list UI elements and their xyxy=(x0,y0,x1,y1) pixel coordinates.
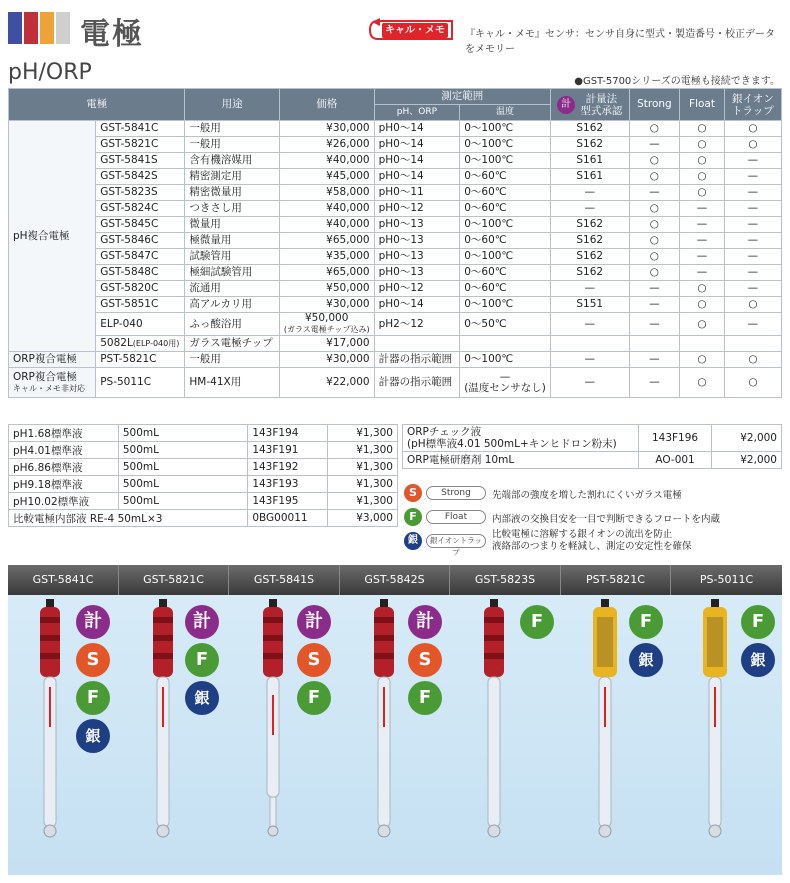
cell-silver: — xyxy=(724,169,781,185)
cell-strong: — xyxy=(629,297,680,313)
silver-badge: 銀 xyxy=(629,643,663,677)
cell-model: GST-5848C xyxy=(96,265,185,281)
cell-model: GST-5841S xyxy=(96,153,185,169)
float-badge: F xyxy=(76,681,110,715)
product-gallery xyxy=(8,565,782,875)
cell-strong: — xyxy=(629,368,680,398)
cell-meas: — xyxy=(550,313,629,336)
cell-silver: — xyxy=(724,281,781,297)
cell-price: ¥45,000 xyxy=(279,169,374,185)
cell-float: ○ xyxy=(680,137,725,153)
cell-float: ○ xyxy=(680,121,725,137)
sol-name: pH10.02標準液 xyxy=(9,493,119,510)
table-row-orp1 xyxy=(9,352,782,368)
cell-ph: pH0～13 xyxy=(374,265,460,281)
cell-float: ○ xyxy=(680,185,725,201)
temp-note: (温度センサなし) xyxy=(464,381,546,394)
table-row xyxy=(9,153,782,169)
cell-temp: 0～100℃ xyxy=(460,297,551,313)
cell-empty xyxy=(680,336,725,352)
model-value: 5082L xyxy=(100,337,133,349)
sol-price: ¥1,300 xyxy=(328,493,398,510)
cal-memo-label: キャル・メモ xyxy=(382,23,448,38)
product-slot-4 xyxy=(340,595,450,875)
sol2-name: ORP電極研磨剤 10mL xyxy=(403,452,639,469)
table-header-row xyxy=(9,89,782,105)
sol-name: pH9.18標準液 xyxy=(9,476,119,493)
cell-ph: pH0～12 xyxy=(374,281,460,297)
cell-strong: ○ xyxy=(629,249,680,265)
cell-model: GST-5824C xyxy=(96,201,185,217)
cell-price xyxy=(279,313,374,336)
cell-use: 精密微量用 xyxy=(185,185,279,201)
cell-temp: 0～60℃ xyxy=(460,281,551,297)
cell-use: 流通用 xyxy=(185,281,279,297)
cell-silver: ○ xyxy=(724,368,781,398)
cell-strong: — xyxy=(629,281,680,297)
table-row xyxy=(9,137,782,153)
group-note: キャル・メモ非対応 xyxy=(13,383,85,393)
cell-ph: pH0～14 xyxy=(374,121,460,137)
sol-vol: 500mL xyxy=(118,425,247,442)
sol-vol: 500mL xyxy=(118,493,247,510)
color-swatch-red xyxy=(24,12,38,44)
cell-float: — xyxy=(680,265,725,281)
cell-empty xyxy=(460,336,551,352)
sol2-name xyxy=(403,425,639,452)
table-row-orp2 xyxy=(9,368,782,398)
table-row xyxy=(9,185,782,201)
product-slot-6 xyxy=(561,595,671,875)
sol-price: ¥1,300 xyxy=(328,442,398,459)
cell-silver: — xyxy=(724,201,781,217)
cell-model: GST-5821C xyxy=(96,137,185,153)
cell-float: — xyxy=(680,201,725,217)
cell-float: ○ xyxy=(680,153,725,169)
cell-strong: ○ xyxy=(629,217,680,233)
strong-badge: S xyxy=(297,643,331,677)
th-float: Float xyxy=(680,89,725,121)
cell-model: GST-5823S xyxy=(96,185,185,201)
cell-ph: pH0～13 xyxy=(374,249,460,265)
cell-float: ○ xyxy=(680,169,725,185)
cell-strong: ○ xyxy=(629,153,680,169)
cell-meas: S161 xyxy=(550,153,629,169)
sol-vol: 500mL xyxy=(118,459,247,476)
strong-badge: S xyxy=(76,643,110,677)
keigo-badge: 計 xyxy=(408,605,442,639)
cell-price: ¥30,000 xyxy=(279,121,374,137)
sol-price: ¥1,300 xyxy=(328,425,398,442)
strong-badge: S xyxy=(408,643,442,677)
th-silver-line1: 銀イオン xyxy=(732,92,774,105)
sol2-code: AO-001 xyxy=(638,452,712,469)
table-row xyxy=(9,233,782,249)
cell-temp: 0～100℃ xyxy=(460,121,551,137)
cell-strong: ○ xyxy=(629,233,680,249)
probe-image-3 xyxy=(229,595,340,875)
cell-model: GST-5846C xyxy=(96,233,185,249)
th-range: 測定範囲 xyxy=(374,89,550,105)
sol-name: pH1.68標準液 xyxy=(9,425,119,442)
cell-use: HM-41X用 xyxy=(185,368,279,398)
sol2-price: ¥2,000 xyxy=(712,425,782,452)
th-use: 用途 xyxy=(185,89,279,121)
cell-price: ¥58,000 xyxy=(279,185,374,201)
cell-use: 極細試験管用 xyxy=(185,265,279,281)
silver-icon: 銀 xyxy=(404,532,422,550)
cell-ph: 計器の指示範囲 xyxy=(374,352,460,368)
strong-pill: Strong xyxy=(426,486,486,500)
model-note: (ELP-040用) xyxy=(132,339,180,348)
cell-temp: 0～60℃ xyxy=(460,169,551,185)
table-row xyxy=(403,425,782,452)
product-label-3: GST-5841S xyxy=(229,565,340,595)
cell-strong: ○ xyxy=(629,265,680,281)
cal-memo-badge xyxy=(368,18,458,42)
cell-price: ¥65,000 xyxy=(279,233,374,249)
cell-model: ELP-040 xyxy=(96,313,185,336)
table-row-chip xyxy=(9,336,782,352)
float-badge: F xyxy=(741,605,775,639)
cell-ph: pH2～12 xyxy=(374,313,460,336)
table-row-elp xyxy=(9,313,782,336)
cell-use: 一般用 xyxy=(185,137,279,153)
group-orp-combined: ORP複合電極 xyxy=(9,352,96,368)
th-ph-orp: pH、ORP xyxy=(374,105,460,121)
cell-meas: S162 xyxy=(550,121,629,137)
product-slot-5 xyxy=(450,595,561,875)
cell-ph: pH0～11 xyxy=(374,185,460,201)
cell-price: ¥40,000 xyxy=(279,153,374,169)
cell-strong: — xyxy=(629,313,680,336)
table-row xyxy=(9,121,782,137)
sol-price: ¥3,000 xyxy=(328,510,398,527)
table-row xyxy=(9,201,782,217)
sol2-code: 143F196 xyxy=(638,425,712,452)
cell-price: ¥35,000 xyxy=(279,249,374,265)
cell-silver: — xyxy=(724,185,781,201)
cell-meas: — xyxy=(550,368,629,398)
table-row xyxy=(403,452,782,469)
cell-use: 一般用 xyxy=(185,352,279,368)
cell-meas: S162 xyxy=(550,249,629,265)
cell-strong: ○ xyxy=(629,169,680,185)
sol-code: 143F193 xyxy=(248,476,328,493)
keigo-badge: 計 xyxy=(185,605,219,639)
cell-float: ○ xyxy=(680,281,725,297)
th-price: 価格 xyxy=(279,89,374,121)
cell-price: ¥65,000 xyxy=(279,265,374,281)
product-label-6: PST-5821C xyxy=(561,565,671,595)
cell-empty xyxy=(629,336,680,352)
cell-use: 高アルカリ用 xyxy=(185,297,279,313)
cell-use: 微量用 xyxy=(185,217,279,233)
cell-strong: — xyxy=(629,185,680,201)
cell-temp: 0～60℃ xyxy=(460,265,551,281)
silver-desc xyxy=(492,529,692,553)
table-row xyxy=(9,425,398,442)
sol2-name-line1: ORPチェック液 xyxy=(407,426,482,438)
cell-silver: — xyxy=(724,313,781,336)
cell-use: ふっ酸浴用 xyxy=(185,313,279,336)
table-row xyxy=(9,297,782,313)
compat-note: ●GST-5700シリーズの電極も接続できます。 xyxy=(574,76,780,87)
cell-price: ¥22,000 xyxy=(279,368,374,398)
cell-price: ¥50,000 xyxy=(279,281,374,297)
cell-strong: ○ xyxy=(629,121,680,137)
keigo-icon: 計 xyxy=(557,96,575,114)
cell-temp: 0～60℃ xyxy=(460,201,551,217)
silver-pill: 銀イオントラップ xyxy=(426,534,486,548)
cell-empty xyxy=(724,336,781,352)
table-row xyxy=(9,169,782,185)
keigo-badge: 計 xyxy=(297,605,331,639)
electrode-table-body xyxy=(9,121,782,398)
float-badge: F xyxy=(629,605,663,639)
sol-name: 比較電極内部液 RE-4 50mL×3 xyxy=(9,510,248,527)
product-label-2: GST-5821C xyxy=(119,565,229,595)
cell-model: GST-5841C xyxy=(96,121,185,137)
cell-use: 極微量用 xyxy=(185,233,279,249)
cell-silver: — xyxy=(724,233,781,249)
th-electrode: 電極 xyxy=(9,89,185,121)
product-name-bar xyxy=(8,565,782,595)
cell-silver: — xyxy=(724,217,781,233)
table-row xyxy=(9,281,782,297)
cell-meas: — xyxy=(550,352,629,368)
color-swatch-blue xyxy=(8,12,22,44)
sol-vol: 500mL xyxy=(118,476,247,493)
cell-model: PS-5011C xyxy=(96,368,185,398)
keigo-badge: 計 xyxy=(76,605,110,639)
cell-temp: 0～50℃ xyxy=(460,313,551,336)
cell-ph: pH0～12 xyxy=(374,201,460,217)
group-ph-combined: pH複合電極 xyxy=(9,121,96,352)
table-row xyxy=(9,493,398,510)
group-label: ORP複合電極 xyxy=(13,370,77,383)
cell-temp: 0～100℃ xyxy=(460,352,551,368)
cell-use: つきさし用 xyxy=(185,201,279,217)
th-meas-line1: 計量法 xyxy=(585,92,618,105)
sol-vol: 500mL xyxy=(118,442,247,459)
cell-meas: S161 xyxy=(550,169,629,185)
group-orp-combined-2 xyxy=(9,368,96,398)
cell-price: ¥17,000 xyxy=(279,336,374,352)
cell-use: 一般用 xyxy=(185,121,279,137)
cell-temp: 0～100℃ xyxy=(460,249,551,265)
cal-memo-description: 『キャル・メモ』センサ：センサ自身に型式・製造番号・校正データをメモリー xyxy=(465,29,775,55)
cell-meas: — xyxy=(550,185,629,201)
th-meas-line2: 型式承認 xyxy=(580,104,623,117)
th-strong: Strong xyxy=(629,89,680,121)
cell-meas: S162 xyxy=(550,233,629,249)
cell-float: — xyxy=(680,249,725,265)
product-slot-2 xyxy=(119,595,229,875)
float-badge: F xyxy=(520,605,554,639)
cell-meas: S162 xyxy=(550,265,629,281)
table-row xyxy=(9,510,398,527)
probe-image-4 xyxy=(340,595,450,875)
cell-ph: pH0～14 xyxy=(374,153,460,169)
cell-strong: — xyxy=(629,352,680,368)
product-slot-7 xyxy=(671,595,782,875)
sol2-name-line2: (pH標準液4.01 500mL+キンヒドロン粉末) xyxy=(407,438,617,450)
sol-price: ¥1,300 xyxy=(328,476,398,493)
product-label-5: GST-5823S xyxy=(450,565,561,595)
cell-float: — xyxy=(680,233,725,249)
solutions-table xyxy=(8,424,398,527)
sol2-price: ¥2,000 xyxy=(712,452,782,469)
cell-ph: pH0～14 xyxy=(374,169,460,185)
price-note: (ガラス電極チップ込み) xyxy=(283,325,370,334)
cell-silver: — xyxy=(724,249,781,265)
cell-empty xyxy=(550,336,629,352)
cell-price: ¥40,000 xyxy=(279,217,374,233)
cell-price: ¥30,000 xyxy=(279,352,374,368)
sol-code: 143F194 xyxy=(248,425,328,442)
table-row xyxy=(9,459,398,476)
silver-badge: 銀 xyxy=(185,681,219,715)
sol-code: 143F195 xyxy=(248,493,328,510)
cell-price: ¥30,000 xyxy=(279,297,374,313)
cell-meas: — xyxy=(550,201,629,217)
cell-float: — xyxy=(680,217,725,233)
table-row xyxy=(9,476,398,493)
cell-temp: 0～100℃ xyxy=(460,153,551,169)
cell-ph: pH0～13 xyxy=(374,217,460,233)
cell-silver: ○ xyxy=(724,121,781,137)
cell-ph: pH0～14 xyxy=(374,137,460,153)
cell-model: GST-5845C xyxy=(96,217,185,233)
cell-silver: — xyxy=(724,153,781,169)
silver-badge: 銀 xyxy=(76,719,110,753)
cell-ph: pH0～14 xyxy=(374,297,460,313)
cell-model: GST-5820C xyxy=(96,281,185,297)
strong-desc: 先端部の強度を増した割れにくいガラス電極 xyxy=(492,490,682,501)
cell-empty xyxy=(374,336,460,352)
float-desc: 内部液の交換目安を一目で判断できるフロートを内蔵 xyxy=(492,514,721,525)
cell-model: GST-5842S xyxy=(96,169,185,185)
cell-use: 含有機溶媒用 xyxy=(185,153,279,169)
table-row xyxy=(9,217,782,233)
product-slot-1 xyxy=(8,595,119,875)
cell-model: PST-5821C xyxy=(96,352,185,368)
cell-float: ○ xyxy=(680,297,725,313)
cell-model: GST-5847C xyxy=(96,249,185,265)
orp-solutions-table xyxy=(402,424,782,469)
cell-temp: 0～60℃ xyxy=(460,185,551,201)
cell-ph: pH0～13 xyxy=(374,233,460,249)
sol-name: pH6.86標準液 xyxy=(9,459,119,476)
float-badge: F xyxy=(408,681,442,715)
th-measurement-law xyxy=(550,89,629,121)
product-slot-3 xyxy=(229,595,340,875)
cell-silver: — xyxy=(724,265,781,281)
cell-use: 精密測定用 xyxy=(185,169,279,185)
page-header xyxy=(8,8,782,55)
cell-float: ○ xyxy=(680,352,725,368)
table-row xyxy=(9,249,782,265)
electrode-table xyxy=(8,88,782,398)
cell-ph: 計器の指示範囲 xyxy=(374,368,460,398)
th-silver xyxy=(724,89,781,121)
cell-temp: 0～60℃ xyxy=(460,233,551,249)
sol-code: 143F191 xyxy=(248,442,328,459)
price-value: ¥50,000 xyxy=(305,312,349,324)
cell-price: ¥40,000 xyxy=(279,201,374,217)
cell-temp: 0～100℃ xyxy=(460,217,551,233)
th-silver-line2: トラップ xyxy=(732,104,774,117)
strong-icon: S xyxy=(404,484,422,502)
cell-meas: S162 xyxy=(550,217,629,233)
cell-silver: ○ xyxy=(724,352,781,368)
color-swatch-gray xyxy=(56,12,70,44)
product-label-1: GST-5841C xyxy=(8,565,119,595)
cell-model: GST-5851C xyxy=(96,297,185,313)
cell-float: ○ xyxy=(680,313,725,336)
probe-image-6 xyxy=(561,595,671,875)
table-row xyxy=(9,442,398,459)
float-pill: Float xyxy=(426,510,486,524)
temp-value: — xyxy=(499,370,511,383)
sol-price: ¥1,300 xyxy=(328,459,398,476)
float-badge: F xyxy=(185,643,219,677)
probe-image-2 xyxy=(119,595,229,875)
silver-desc-line2: 液絡部のつまりを軽減し、測定の安定性を確保 xyxy=(492,541,692,552)
silver-badge: 銀 xyxy=(741,643,775,677)
product-label-7: PS-5011C xyxy=(699,573,754,586)
page-title: 電極 xyxy=(80,17,144,52)
silver-desc-line1: 比較電極に溶解する銀イオンの流出を防止 xyxy=(492,529,673,540)
cell-meas: S151 xyxy=(550,297,629,313)
cell-temp: 0～100℃ xyxy=(460,137,551,153)
cell-silver: ○ xyxy=(724,137,781,153)
sol-name: pH4.01標準液 xyxy=(9,442,119,459)
float-icon: F xyxy=(404,508,422,526)
th-temp: 温度 xyxy=(460,105,551,121)
cell-meas: S162 xyxy=(550,137,629,153)
cell-strong: ○ xyxy=(629,201,680,217)
product-label-4: GST-5842S xyxy=(340,565,450,595)
table-row xyxy=(9,265,782,281)
cell-silver: ○ xyxy=(724,297,781,313)
color-swatch-orange xyxy=(40,12,54,44)
cell-use: ガラス電極チップ xyxy=(185,336,279,352)
cell-price: ¥26,000 xyxy=(279,137,374,153)
cell-float: ○ xyxy=(680,368,725,398)
cell-temp xyxy=(460,368,551,398)
float-badge: F xyxy=(297,681,331,715)
cell-use: 試験管用 xyxy=(185,249,279,265)
sol-code: 0BG00011 xyxy=(248,510,328,527)
cell-strong: — xyxy=(629,137,680,153)
cell-meas: — xyxy=(550,281,629,297)
cell-model xyxy=(96,336,185,352)
sol-code: 143F192 xyxy=(248,459,328,476)
section-title: pH/ORP xyxy=(8,60,92,85)
